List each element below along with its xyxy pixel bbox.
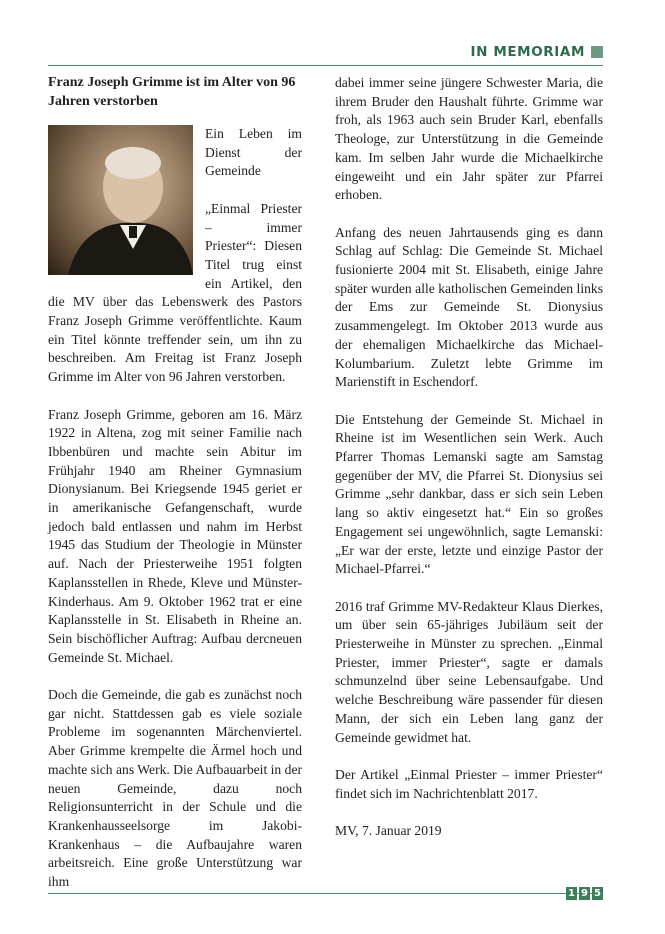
section-square-marker <box>591 46 603 58</box>
section-title: IN MEMORIAM <box>470 44 585 60</box>
page-digit: 1 <box>566 887 577 900</box>
article-paragraph: dabei immer seine jüngere Schwester Maria, die ihrem Bruder den Haushalt führte. Grimme war froh, als 1963 auch sein Bruder Karl, ebenfalls Theologe, zur Unterstützung in die Gemeinde kam. Im selben Jahr wurde die Michaelkirche eingeweiht und ein Jahr später zur Pfarrei erhoben. <box>335 75 603 203</box>
article-paragraph: „Einmal Priester – immer Priester“: Diesen Titel trug einst ein Artikel, den die MV über das Lebenswerk des Pastors Franz Joseph Grimme veröffentlichte. Kaum ein Titel könnte treffender sein, um ihn zu beschreiben. Am Freitag ist Franz Joseph Grimme im Alter von 96 Jahren verstorben. <box>48 200 302 385</box>
article-paragraph: Die Entstehung der Gemeinde St. Michael in Rheine ist im Wesentlichen sein Werk. Auch Pfarrer Thomas Lemanski sagte am Samstag gegenüber der MV, die Pfarrei St. Dionysius sei Grimme „sehr dankbar, dass er sich sein Leben lang so aktiv eingesetzt hat.“ Ein so großes Engagement sei ungewöhnlich, sagte Lemanski: „Er war der erste, letzte und einzige Pastor der Michael-Pfarrei.“ <box>335 411 603 577</box>
left-column <box>48 74 302 910</box>
right-column <box>335 74 603 859</box>
page-digit: 9 <box>579 887 590 900</box>
portrait-photo <box>48 125 193 275</box>
page-digit: 5 <box>592 887 603 900</box>
article-paragraph: Doch die Gemeinde, die gab es zunächst noch gar nicht. Stattdessen gab es viele soziale Probleme im sogenannten Märchenviertel. Aber Grimme krempelte die Ärmel hoch und machte sich ans Werk. Die Aufbauarbeit in der neuen Gemeinde, dazu noch Religionsunterricht in der Schule und die Krankenhausseelsorge im Jakobi-Krankenhaus – die Aufbaujahre waren arbeitsreich. Eine große Unterstützung war ihm <box>48 687 302 890</box>
top-rule <box>48 65 603 66</box>
article-subheading: Ein Leben im Dienst der Gemeinde <box>205 126 302 179</box>
article-paragraph: Franz Joseph Grimme, geboren am 16. März 1922 in Altena, zog mit seiner Familie nach Ibbenbüren und machte sein Abitur im Frühjahr 1940 am Rheiner Gymnasium Dionysianum. Bei Kriegsende 1945 geriet er in amerikanische Gefangenschaft, wurde jedoch bald entlassen und nahm im Herbst 1945 das Studium der Theologie in Münster auf. Nach der Priesterweihe 1951 folgten Kaplansstellen in Rhede, Kleve und Münster-Kinderhaus. Am 9. Oktober 1962 trat er eine Kaplansstelle in St. Elisabeth in Rheine an. Sein bischöflicher Auftrag: Aufbau dercneuen Gemeinde St. Michael. <box>48 406 302 665</box>
article-headline: Franz Joseph Grimme ist im Alter von 96 Jahren verstorben <box>48 75 296 109</box>
article-paragraph: Der Artikel „Einmal Priester – immer Priester“ findet sich im Nachrichtenblatt 2017. <box>335 766 603 801</box>
article-dateline: MV, 7. Januar 2019 <box>335 823 442 839</box>
page-number <box>566 887 603 900</box>
article-paragraph: 2016 traf Grimme MV-Redakteur Klaus Dierkes, um über sein 65-jähriges Jubiläum seit der Priesterweihe in Münster zu sprechen. „Einmal Priester, immer Priester“, sagte er damals schmunzelnd über seine Lebensaufgabe. Und welche Beschreibung wäre passender für diesen Mann, der sich ein Leben lang ganz der Gemeinde gewidmet hat. <box>335 598 603 745</box>
section-header <box>471 44 604 60</box>
bottom-rule <box>48 893 603 894</box>
article-paragraph: Anfang des neuen Jahrtausends ging es dann Schlag auf Schlag: Die Gemeinde St. Michael fusionierte 2004 mit St. Elisabeth, einige Jahre später wurden alle katholischen Gemeinden links der Ems zur Gemeinde St. Dionysius zusammengelegt. Im Oktober 2013 wurde aus der ehemaligen Michaelkirche das Michael-Kolumbarium. Zuletzt lebte Grimme im Marienstift in Eschendorf. <box>335 224 603 390</box>
